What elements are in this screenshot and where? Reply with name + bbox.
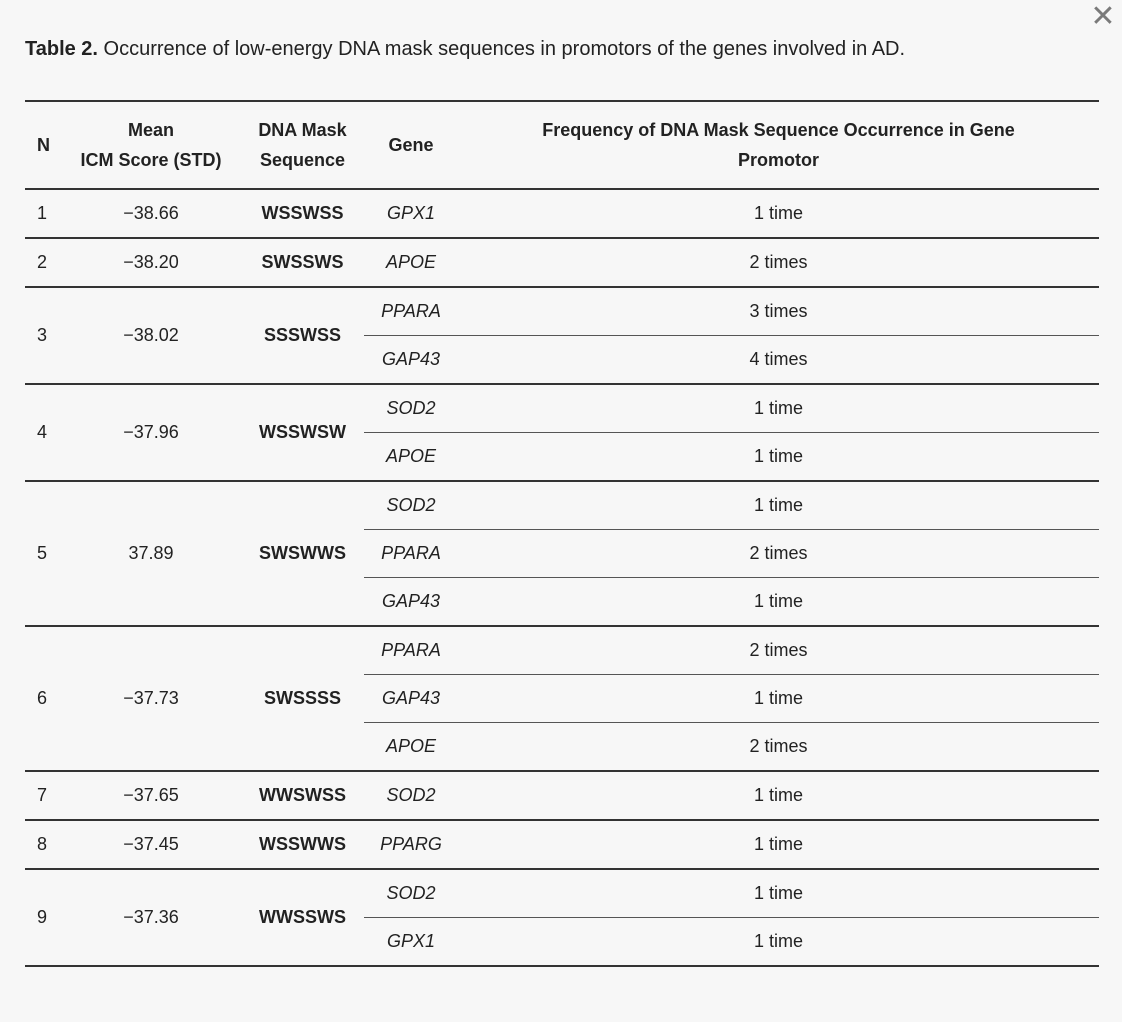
cell-frequency: 1 time: [458, 771, 1099, 820]
cell-mean-score: −38.66: [61, 189, 241, 238]
table-caption: [25, 38, 905, 61]
cell-gene: SOD2: [364, 384, 458, 433]
cell-sequence: WWSSWS: [241, 869, 364, 966]
cell-frequency: 1 time: [458, 675, 1099, 723]
cell-mean-score: 37.89: [61, 481, 241, 626]
cell-mean-score: −37.45: [61, 820, 241, 869]
header-seq-line2: Sequence: [259, 150, 346, 170]
table-body: [25, 189, 1099, 966]
cell-sequence: SSSWSS: [241, 287, 364, 384]
table-row: [25, 626, 1099, 675]
cell-gene: SOD2: [364, 481, 458, 530]
cell-frequency: 1 time: [458, 189, 1099, 238]
cell-n: 2: [25, 238, 61, 287]
cell-sequence: SWSWWS: [241, 481, 364, 626]
cell-gene: SOD2: [364, 771, 458, 820]
cell-gene: APOE: [364, 238, 458, 287]
cell-n: 4: [25, 384, 61, 481]
header-sequence: [241, 101, 364, 189]
occurrence-table: [25, 100, 1099, 967]
table-row: [25, 820, 1099, 869]
close-icon[interactable]: ✕: [1090, 0, 1116, 34]
table-row: [25, 287, 1099, 336]
cell-mean-score: −38.02: [61, 287, 241, 384]
cell-gene: GAP43: [364, 578, 458, 627]
cell-frequency: 1 time: [458, 869, 1099, 918]
cell-sequence: WWSWSS: [241, 771, 364, 820]
cell-sequence: SWSSSS: [241, 626, 364, 771]
header-seq-line1: DNA Mask: [258, 120, 347, 140]
cell-mean-score: −37.73: [61, 626, 241, 771]
header-mean-score: [61, 101, 241, 189]
caption-text: Occurrence of low-energy DNA mask sequences in promotors of the genes involved in AD.: [98, 38, 906, 60]
cell-mean-score: −37.65: [61, 771, 241, 820]
cell-frequency: 3 times: [458, 287, 1099, 336]
table-row: [25, 384, 1099, 433]
cell-gene: GPX1: [364, 189, 458, 238]
cell-gene: APOE: [364, 723, 458, 772]
header-freq-line1: Frequency of DNA Mask Sequence Occurrence in Gene: [542, 120, 1015, 140]
caption-label: Table 2.: [25, 38, 98, 60]
cell-frequency: 1 time: [458, 578, 1099, 627]
header-row: [25, 101, 1099, 189]
cell-n: 8: [25, 820, 61, 869]
cell-n: 1: [25, 189, 61, 238]
cell-gene: SOD2: [364, 869, 458, 918]
cell-mean-score: −37.36: [61, 869, 241, 966]
cell-mean-score: −38.20: [61, 238, 241, 287]
cell-gene: GAP43: [364, 675, 458, 723]
header-gene: Gene: [364, 101, 458, 189]
cell-frequency: 2 times: [458, 238, 1099, 287]
cell-sequence: WSSWSS: [241, 189, 364, 238]
header-n: N: [25, 101, 61, 189]
header-frequency: [458, 101, 1099, 189]
cell-sequence: WSSWSW: [241, 384, 364, 481]
table-row: [25, 869, 1099, 918]
cell-n: 3: [25, 287, 61, 384]
cell-gene: GPX1: [364, 918, 458, 967]
cell-frequency: 1 time: [458, 433, 1099, 482]
cell-n: 9: [25, 869, 61, 966]
cell-sequence: SWSSWS: [241, 238, 364, 287]
cell-frequency: 1 time: [458, 918, 1099, 967]
cell-frequency: 2 times: [458, 626, 1099, 675]
cell-mean-score: −37.96: [61, 384, 241, 481]
cell-frequency: 2 times: [458, 530, 1099, 578]
cell-gene: PPARG: [364, 820, 458, 869]
table-row: [25, 238, 1099, 287]
cell-sequence: WSSWWS: [241, 820, 364, 869]
table-row: [25, 189, 1099, 238]
table-row: [25, 771, 1099, 820]
table-row: [25, 481, 1099, 530]
cell-frequency: 4 times: [458, 336, 1099, 385]
cell-n: 6: [25, 626, 61, 771]
cell-gene: PPARA: [364, 530, 458, 578]
cell-gene: GAP43: [364, 336, 458, 385]
cell-gene: APOE: [364, 433, 458, 482]
cell-gene: PPARA: [364, 626, 458, 675]
header-freq-line2: Promotor: [738, 150, 819, 170]
cell-frequency: 2 times: [458, 723, 1099, 772]
header-mean-line1: Mean: [127, 120, 174, 140]
cell-frequency: 1 time: [458, 481, 1099, 530]
cell-n: 5: [25, 481, 61, 626]
header-mean-line2: ICM Score (STD): [80, 150, 222, 170]
cell-frequency: 1 time: [458, 384, 1099, 433]
cell-n: 7: [25, 771, 61, 820]
cell-gene: PPARA: [364, 287, 458, 336]
cell-frequency: 1 time: [458, 820, 1099, 869]
